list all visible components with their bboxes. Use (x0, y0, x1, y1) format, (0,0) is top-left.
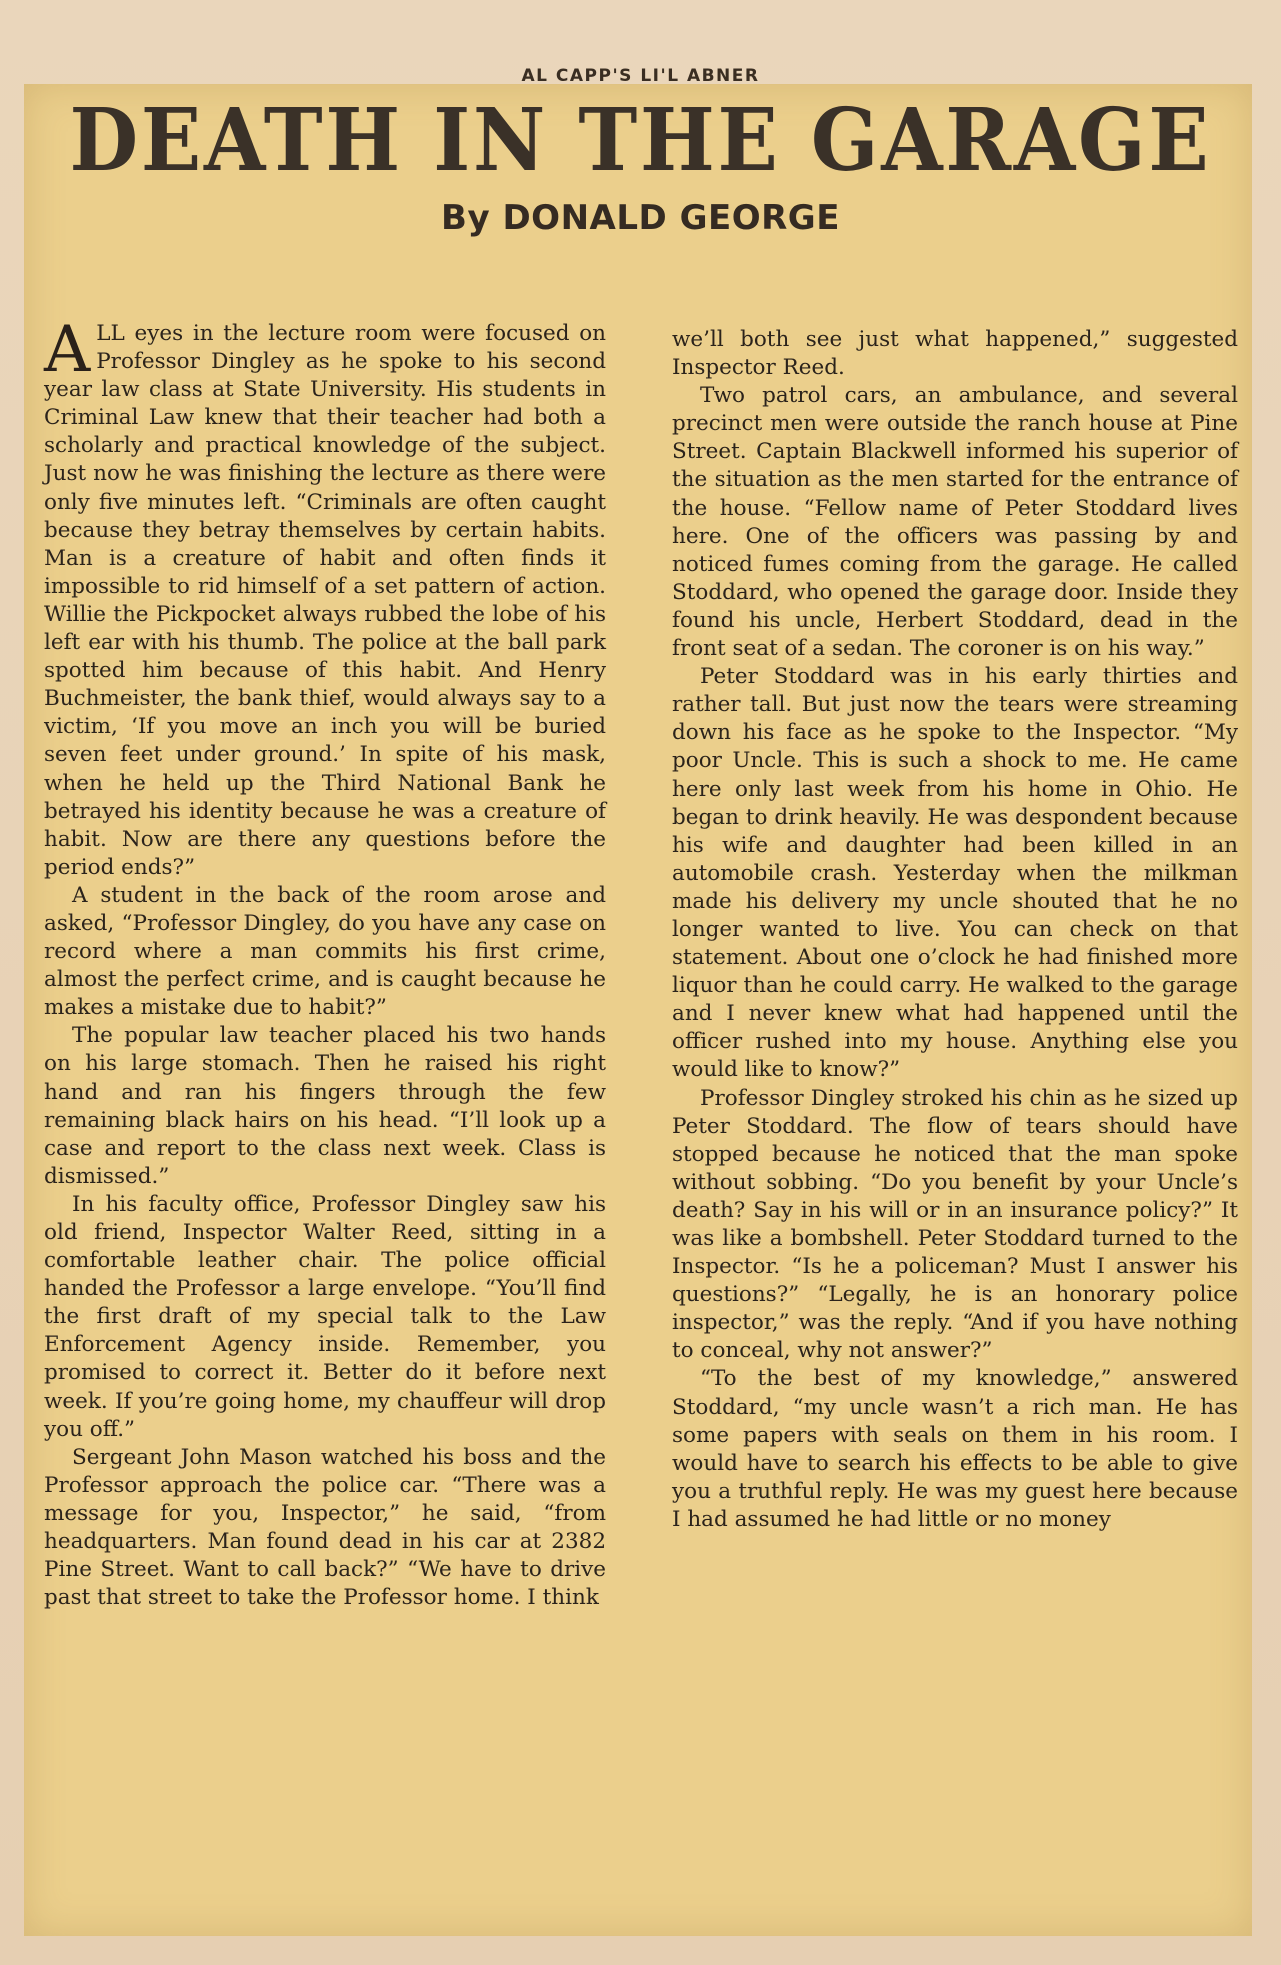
paragraph: In his faculty office, Professor Dingley saw his old friend, Inspector Walter Reed, sitting in a comfortable leather chair. The police official handed the Professor a large envelope. “You’ll find the first draft of my special talk to the Law Enforcement Agency inside. Remember, you promised to correct it. Better do it before next week. If you’re going home, my chauffeur will drop you off.” (44, 1191, 606, 1442)
series-header: AL CAPP'S LI'L ABNER (521, 66, 760, 86)
right-column (672, 326, 1238, 1534)
paragraph: Professor Dingley stroked his chin as he sized up Peter Stoddard. The flow of tears should have stopped because he noticed that the man spoke without sobbing. “Do you benefit by your Uncle’s death? Say in his will or in an insurance policy?” It was like a bombshell. Peter Stoddard turned to the Inspector. “Is he a policeman? Must I answer his questions?” “Legally, he is an honorary police inspector,” was the reply. “And if you have nothing to conceal, why not answer?” (672, 1085, 1238, 1364)
author-byline: By DONALD GEORGE (441, 198, 840, 238)
paragraph: “To the best of my knowledge,” answered Stoddard, “my uncle wasn’t a rich man. He has some papers with seals on them in his room. I would have to search his effects to be able to give you a truthful reply. He was my guest here because I had assumed he had little or no money (672, 1366, 1238, 1532)
paragraph: we’ll both see just what happened,” suggested Inspector Reed. (672, 327, 1238, 381)
paragraph: A student in the back of the room arose and asked, “Professor Dingley, do you have any case on record where a man commits his first crime, almost the perfect crime, and is caught because he makes a mistake due to habit?” (44, 882, 606, 1021)
left-column (44, 313, 606, 1612)
paragraph (44, 313, 606, 882)
drop-cap: A (44, 313, 91, 387)
paragraph: The popular law teacher placed his two hands on his large stomach. Then he raised his right hand and ran his fingers through the few remaining black hairs on his head. “I’ll look up a case and report to the class next week. Class is dismissed.” (44, 1023, 606, 1189)
paragraph: Sergeant John Mason watched his boss and the Professor approach the police car. “There was a message for you, Inspector,” he said, “from headquarters. Man found dead in his car at 2382 Pine Street. Want to call back?” “We have to drive past that street to take the Professor home. I think (44, 1444, 606, 1611)
story-title: DEATH IN THE GARAGE (69, 90, 1212, 191)
paragraph: Two patrol cars, an ambulance, and several precinct men were outside the ranch house at Pine Street. Captain Blackwell informed his superior of the situation as the men started for the entrance of the house. “Fellow name of Peter Stoddard lives here. One of the officers was passing by and noticed fumes coming from the garage. He called Stoddard, who opened the garage door. Inside they found his uncle, Herbert Stoddard, dead in the front seat of a sedan. The coroner is on his way.” (672, 383, 1238, 662)
paragraph: Peter Stoddard was in his early thirties and rather tall. But just now the tears were streaming down his face as he spoke to the Inspector. “My poor Uncle. This is such a shock to me. He came here only last week from his home in Ohio. He began to drink heavily. He was despondent because his wife and daughter had been killed in an automobile crash. Yesterday when the milkman made his delivery my uncle shouted that he no longer wanted to live. You can check on that statement. About one o’clock he had finished more liquor than he could carry. He walked to the garage and I never knew what had happened until the officer rushed into my house. Anything else you would like to know?” (672, 664, 1238, 1083)
paragraph-text: LL eyes in the lecture room were focused on Professor Dingley as he spoke to his second year law class at State University. His students in Criminal Law knew that their teacher had both a scholarly and practical knowledge of the subject. Just now he was finishing the lecture as there were only five minutes left. “Criminals are often caught because they betray themselves by certain habits. Man is a creature of habit and often finds it impossible to rid himself of a set pattern of action. Willie the Pickpocket always rubbed the lobe of his left ear with his thumb. The police at the ball park spotted him because of this habit. And Henry Buchmeister, the bank thief, would always say to a victim, ‘If you move an inch you will be buried seven feet under ground.’ In spite of his mask, when he held up the Third National Bank he betrayed his identity because he was a creature of habit. Now are there any questions before the period ends?” (44, 321, 606, 880)
